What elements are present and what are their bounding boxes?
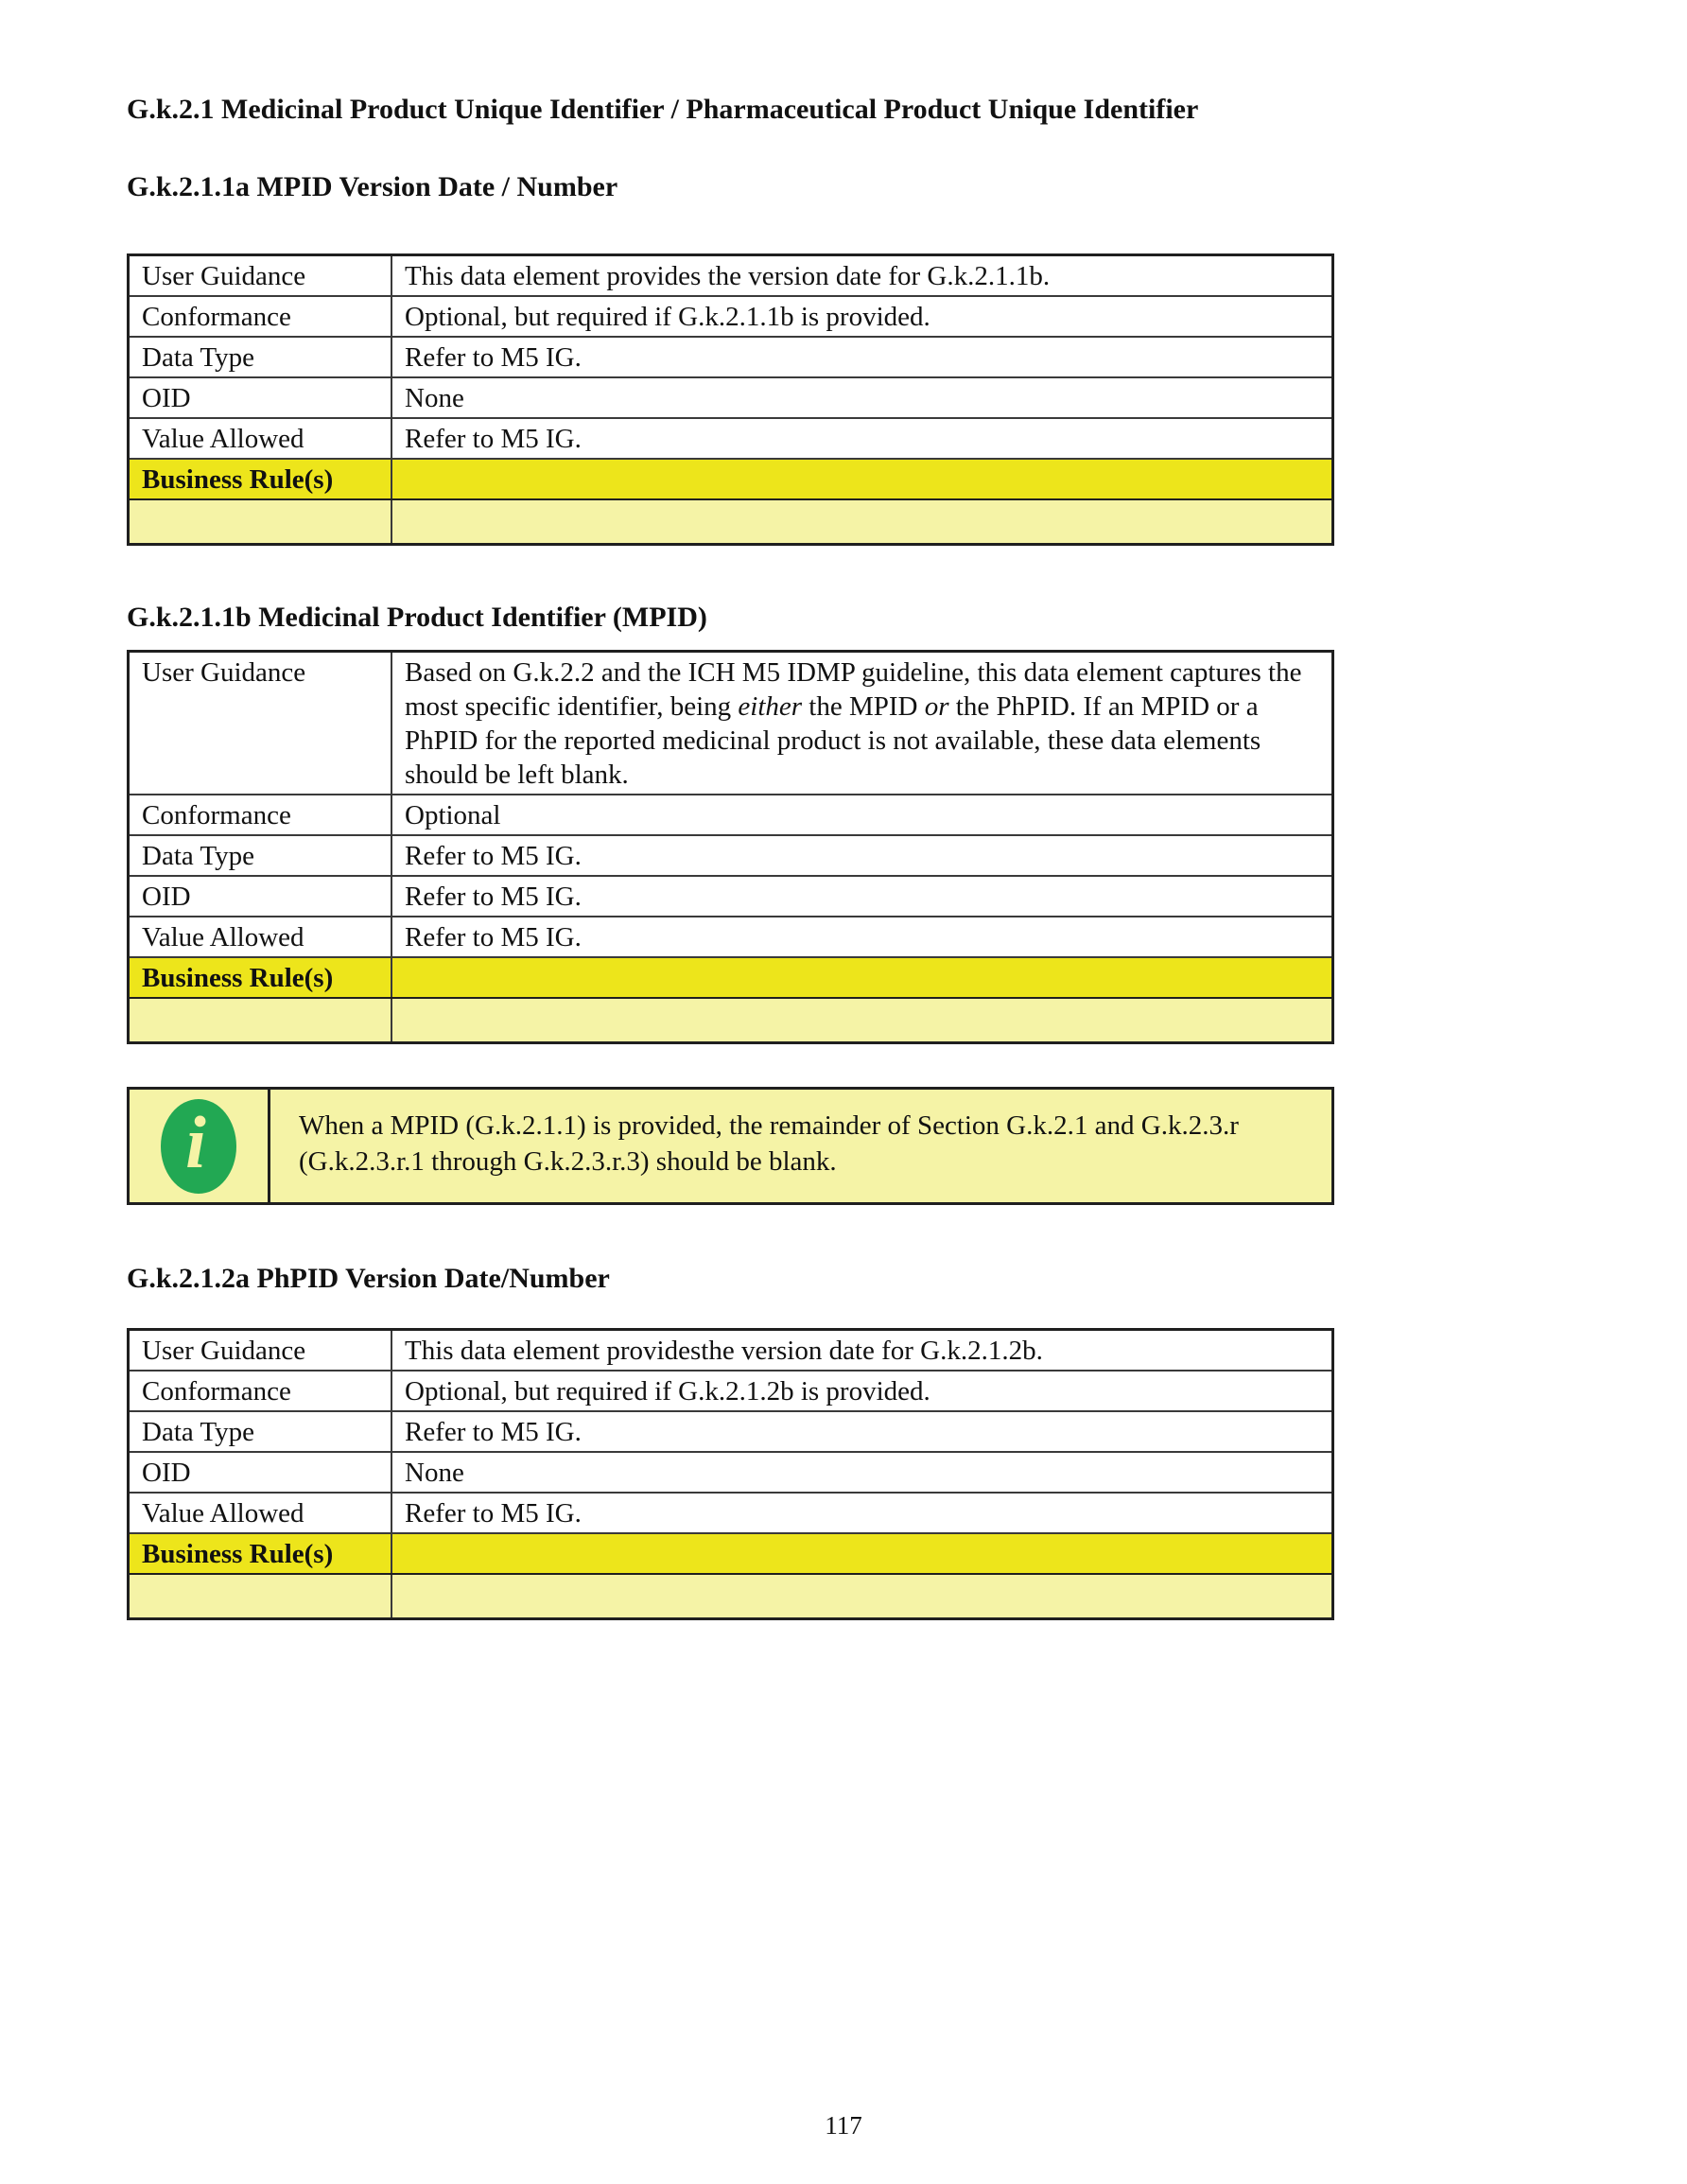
row-label xyxy=(129,1574,392,1619)
row-value: None xyxy=(391,377,1333,418)
table-row xyxy=(129,835,1333,876)
data-element-table-mpid-version xyxy=(127,253,1334,546)
row-value xyxy=(391,957,1333,998)
row-label: OID xyxy=(129,1452,392,1493)
row-value: Refer to M5 IG. xyxy=(391,835,1333,876)
row-label: Conformance xyxy=(129,1371,392,1411)
row-label xyxy=(129,499,392,545)
table-row xyxy=(129,1330,1333,1372)
row-label: Value Allowed xyxy=(129,418,392,459)
info-icon-cell xyxy=(130,1090,270,1202)
table-row xyxy=(129,917,1333,957)
table-row xyxy=(129,957,1333,998)
row-value xyxy=(391,998,1333,1043)
row-label: Business Rule(s) xyxy=(129,459,392,499)
table-row xyxy=(129,998,1333,1043)
table-row xyxy=(129,459,1333,499)
row-value: Based on G.k.2.2 and the ICH M5 IDMP guideline, this data element captures the most specific identifier, being either the MPID or the PhPID. If an MPID or a PhPID for the reported medicinal product is not available, these data elements should be left blank. xyxy=(391,652,1333,795)
row-value: Optional, but required if G.k.2.1.1b is provided. xyxy=(391,296,1333,337)
row-value: Optional, but required if G.k.2.1.2b is provided. xyxy=(391,1371,1333,1411)
row-label: Data Type xyxy=(129,835,392,876)
page-number: 117 xyxy=(825,2111,862,2140)
row-value: This data element providesthe version date for G.k.2.1.2b. xyxy=(391,1330,1333,1372)
table-row xyxy=(129,499,1333,545)
row-label: Value Allowed xyxy=(129,1493,392,1533)
row-value: Refer to M5 IG. xyxy=(391,337,1333,377)
data-element-table-mpid xyxy=(127,650,1334,1044)
table-row xyxy=(129,795,1333,835)
row-label: Business Rule(s) xyxy=(129,1533,392,1574)
data-element-table-phpid-version xyxy=(127,1328,1334,1620)
row-value: This data element provides the version date for G.k.2.1.1b. xyxy=(391,255,1333,297)
row-label: Business Rule(s) xyxy=(129,957,392,998)
row-value: Refer to M5 IG. xyxy=(391,1411,1333,1452)
row-label: OID xyxy=(129,876,392,917)
row-label: User Guidance xyxy=(129,1330,392,1372)
info-note-box xyxy=(127,1087,1334,1205)
row-label: Data Type xyxy=(129,1411,392,1452)
info-note-text xyxy=(270,1090,1331,1202)
info-icon-glyph: i xyxy=(185,1100,206,1183)
table-row xyxy=(129,1452,1333,1493)
row-label: User Guidance xyxy=(129,255,392,297)
subsection-heading-mpid-version: G.k.2.1.1a MPID Version Date / Number xyxy=(127,171,618,202)
row-value: Refer to M5 IG. xyxy=(391,876,1333,917)
section-heading-main: G.k.2.1 Medicinal Product Unique Identifier / Pharmaceutical Product Unique Identifier xyxy=(127,94,1199,125)
row-label: Conformance xyxy=(129,795,392,835)
row-label: User Guidance xyxy=(129,652,392,795)
table-row xyxy=(129,377,1333,418)
table-row xyxy=(129,337,1333,377)
row-label: Conformance xyxy=(129,296,392,337)
row-label: OID xyxy=(129,377,392,418)
table-row xyxy=(129,418,1333,459)
row-label xyxy=(129,998,392,1043)
table-row xyxy=(129,1533,1333,1574)
info-icon xyxy=(161,1099,236,1194)
row-value xyxy=(391,499,1333,545)
row-value: Refer to M5 IG. xyxy=(391,917,1333,957)
table-row xyxy=(129,876,1333,917)
row-label: Value Allowed xyxy=(129,917,392,957)
row-value: Refer to M5 IG. xyxy=(391,1493,1333,1533)
table-row xyxy=(129,1493,1333,1533)
row-value xyxy=(391,1533,1333,1574)
subsection-heading-mpid: G.k.2.1.1b Medicinal Product Identifier (MPID) xyxy=(127,602,707,633)
subsection-heading-phpid-version: G.k.2.1.2a PhPID Version Date/Number xyxy=(127,1263,610,1294)
row-label: Data Type xyxy=(129,337,392,377)
row-value: None xyxy=(391,1452,1333,1493)
document-page xyxy=(127,0,1334,1620)
table-row xyxy=(129,1574,1333,1619)
table-row xyxy=(129,1411,1333,1452)
row-value xyxy=(391,1574,1333,1619)
info-note-text-content: When a MPID (G.k.2.1.1) is provided, the remainder of Section G.k.2.1 and G.k.2.3.r (G.k.2.3.r.1 through G.k.2.3.r.3) should be blank. xyxy=(299,1109,1239,1177)
table-row xyxy=(129,1371,1333,1411)
table-row xyxy=(129,255,1333,297)
row-value xyxy=(391,459,1333,499)
table-row xyxy=(129,652,1333,795)
row-value: Refer to M5 IG. xyxy=(391,418,1333,459)
row-value: Optional xyxy=(391,795,1333,835)
table-row xyxy=(129,296,1333,337)
